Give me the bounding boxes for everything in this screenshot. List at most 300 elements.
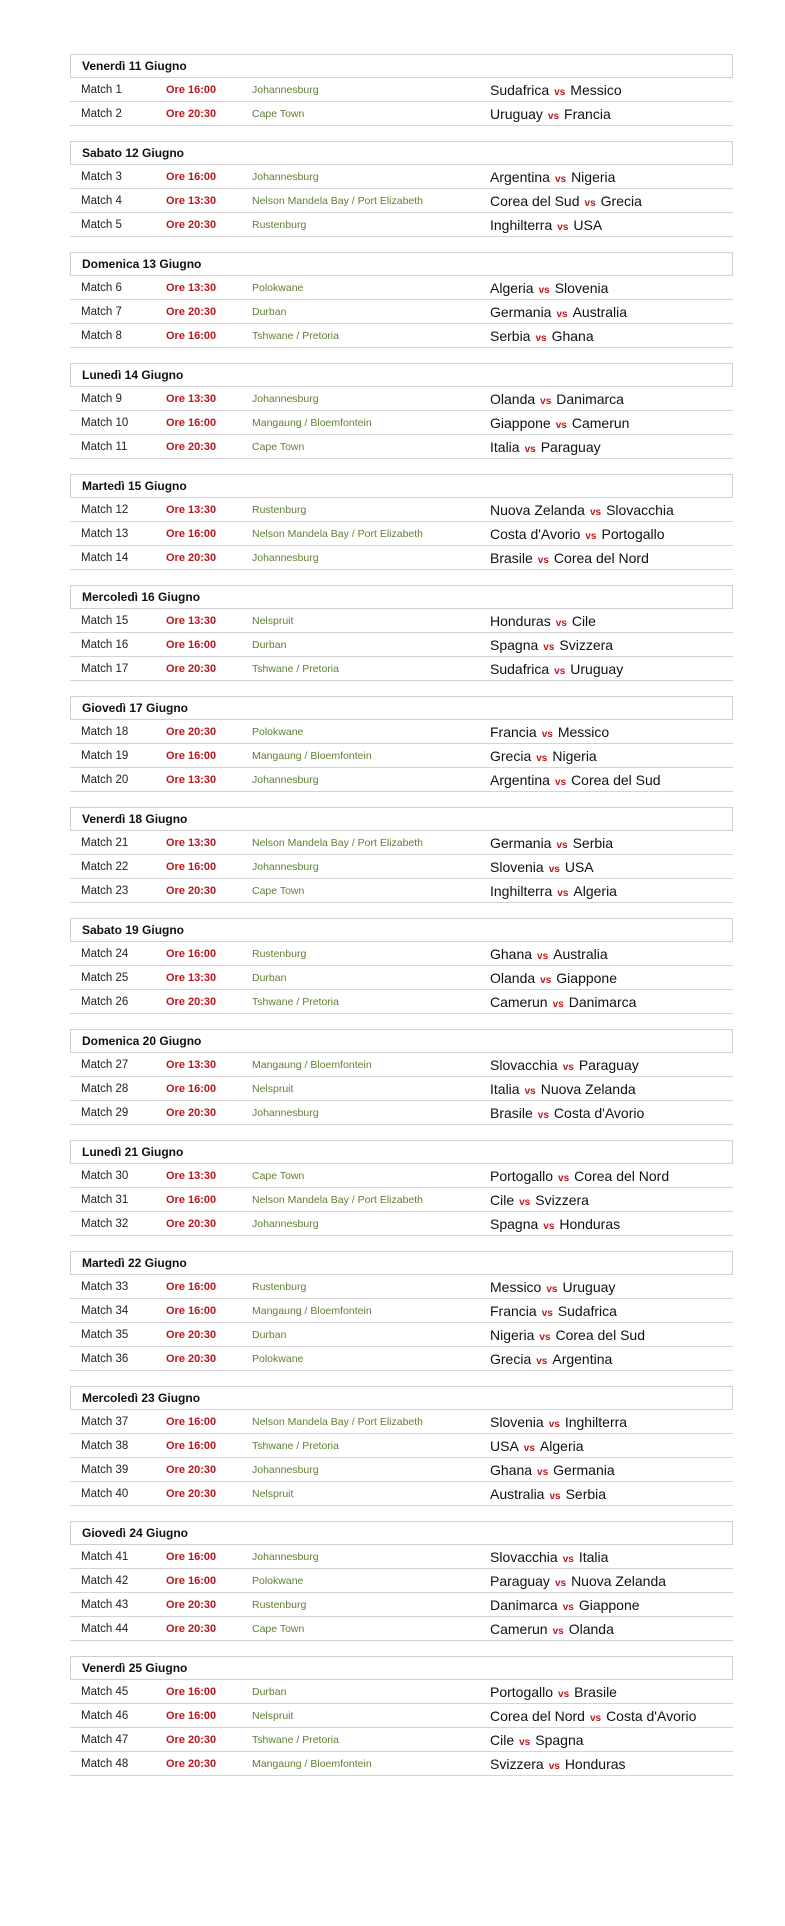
day-spacer [70, 1371, 733, 1386]
match-venue: Johannesburg [252, 1464, 319, 1476]
match-row [70, 1101, 733, 1125]
match-number: Match 46 [81, 1710, 129, 1722]
vs-label: vs [535, 333, 547, 344]
match-number: Match 3 [81, 171, 122, 183]
match-row [70, 1323, 733, 1347]
match-time: Ore 20:30 [166, 1218, 217, 1230]
day-block [70, 696, 733, 792]
vs-label: vs [546, 1284, 558, 1295]
day-block [70, 54, 733, 126]
home-team: Cile [490, 1192, 515, 1208]
home-team: Brasile [490, 550, 533, 566]
match-venue: Johannesburg [252, 552, 319, 564]
match-number: Match 39 [81, 1464, 129, 1476]
match-time: Ore 16:00 [166, 528, 217, 540]
match-time: Ore 13:30 [166, 282, 217, 294]
match-row [70, 744, 733, 768]
match-time: Ore 16:00 [166, 1416, 217, 1428]
away-team: Danimarca [568, 994, 637, 1010]
match-row [70, 324, 733, 348]
match-row [70, 78, 733, 102]
day-block [70, 807, 733, 903]
home-team: Corea del Sud [490, 193, 580, 209]
match-number: Match 7 [81, 306, 122, 318]
home-team: Ghana [490, 1462, 533, 1478]
match-time: Ore 20:30 [166, 885, 217, 897]
home-team: Argentina [490, 772, 550, 788]
match-teams [490, 1077, 636, 1104]
match-time: Ore 20:30 [166, 306, 217, 318]
match-number: Match 16 [81, 639, 129, 651]
day-block [70, 141, 733, 237]
home-team: Francia [490, 1303, 537, 1319]
away-team: Corea del Sud [555, 1327, 645, 1343]
match-row [70, 1704, 733, 1728]
home-team: Inghilterra [490, 883, 553, 899]
vs-label: vs [524, 444, 536, 455]
away-team: Olanda [568, 1621, 614, 1637]
away-team: Giappone [578, 1597, 640, 1613]
match-time: Ore 20:30 [166, 1353, 217, 1365]
match-teams [490, 189, 642, 216]
match-teams [490, 1617, 614, 1644]
vs-label: vs [556, 840, 568, 851]
match-time: Ore 16:00 [166, 84, 217, 96]
day-header: Mercoledì 23 Giugno [70, 1386, 733, 1410]
match-number: Match 32 [81, 1218, 129, 1230]
match-venue: Durban [252, 639, 287, 651]
home-team: Germania [490, 304, 552, 320]
match-number: Match 22 [81, 861, 129, 873]
match-number: Match 6 [81, 282, 122, 294]
match-time: Ore 16:00 [166, 171, 217, 183]
match-teams [490, 1101, 644, 1128]
day-block [70, 1140, 733, 1236]
day-header: Venerdì 11 Giugno [70, 54, 733, 78]
away-team: USA [573, 217, 603, 233]
match-row [70, 879, 733, 903]
home-team: Slovenia [490, 1414, 544, 1430]
day-block [70, 252, 733, 348]
vs-label: vs [557, 222, 569, 233]
vs-label: vs [555, 618, 567, 629]
match-teams [490, 522, 665, 549]
away-team: Portogallo [601, 526, 665, 542]
match-teams [490, 744, 597, 771]
away-team: Camerun [571, 415, 630, 431]
match-time: Ore 13:30 [166, 972, 217, 984]
home-team: Olanda [490, 391, 536, 407]
match-teams [490, 1545, 608, 1572]
match-time: Ore 13:30 [166, 1170, 217, 1182]
match-time: Ore 16:00 [166, 330, 217, 342]
match-time: Ore 16:00 [166, 1440, 217, 1452]
vs-label: vs [552, 1626, 564, 1637]
home-team: Honduras [490, 613, 551, 629]
match-number: Match 31 [81, 1194, 129, 1206]
home-team: USA [490, 1438, 519, 1454]
match-row [70, 633, 733, 657]
match-venue: Tshwane / Pretoria [252, 330, 339, 342]
match-row [70, 1077, 733, 1101]
match-venue: Polokwane [252, 1353, 304, 1365]
vs-label: vs [537, 1110, 549, 1121]
match-time: Ore 16:00 [166, 1551, 217, 1563]
match-teams [490, 657, 623, 684]
day-block [70, 474, 733, 570]
day-spacer [70, 126, 733, 141]
match-venue: Rustenburg [252, 219, 307, 231]
away-team: Cile [571, 613, 596, 629]
match-row [70, 831, 733, 855]
match-number: Match 26 [81, 996, 129, 1008]
away-team: Svizzera [535, 1192, 589, 1208]
vs-label: vs [589, 507, 602, 518]
day-block [70, 1656, 733, 1776]
match-time: Ore 16:00 [166, 861, 217, 873]
match-schedule [70, 54, 733, 1776]
day-spacer [70, 237, 733, 252]
away-team: Slovacchia [606, 502, 674, 518]
match-venue: Durban [252, 1686, 287, 1698]
match-venue: Durban [252, 1329, 287, 1341]
match-row [70, 609, 733, 633]
vs-label: vs [519, 1737, 531, 1748]
match-number: Match 35 [81, 1329, 129, 1341]
match-teams [490, 942, 608, 969]
match-time: Ore 16:00 [166, 1686, 217, 1698]
match-time: Ore 16:00 [166, 1575, 217, 1587]
day-header: Martedì 15 Giugno [70, 474, 733, 498]
vs-label: vs [537, 555, 549, 566]
match-venue: Nelspruit [252, 1488, 294, 1500]
match-venue: Nelson Mandela Bay / Port Elizabeth [252, 528, 424, 540]
match-row [70, 1569, 733, 1593]
match-row [70, 1680, 733, 1704]
home-team: Giappone [490, 415, 551, 431]
match-time: Ore 13:30 [166, 615, 217, 627]
away-team: Australia [553, 946, 608, 962]
home-team: Camerun [490, 1621, 548, 1637]
match-teams [490, 387, 624, 414]
match-number: Match 37 [81, 1416, 129, 1428]
match-venue: Tshwane / Pretoria [252, 996, 339, 1008]
match-venue: Polokwane [252, 1575, 304, 1587]
home-team: Danimarca [490, 1597, 558, 1613]
match-time: Ore 20:30 [166, 441, 217, 453]
match-time: Ore 20:30 [166, 1107, 217, 1119]
match-time: Ore 20:30 [166, 1329, 217, 1341]
away-team: Francia [564, 106, 611, 122]
vs-label: vs [548, 1419, 560, 1430]
home-team: Paraguay [490, 1573, 550, 1589]
day-header: Domenica 13 Giugno [70, 252, 733, 276]
match-number: Match 25 [81, 972, 129, 984]
match-venue: Rustenburg [252, 504, 307, 516]
match-venue: Nelson Mandela Bay / Port Elizabeth [252, 1194, 424, 1206]
match-number: Match 17 [81, 663, 129, 675]
vs-label: vs [557, 888, 569, 899]
match-venue: Rustenburg [252, 1281, 307, 1293]
away-team: Uruguay [562, 1279, 616, 1295]
away-team: Messico [557, 724, 610, 740]
match-time: Ore 20:30 [166, 1623, 217, 1635]
home-team: Italia [490, 439, 520, 455]
vs-label: vs [540, 396, 552, 407]
match-teams [490, 102, 611, 129]
match-teams [490, 324, 594, 351]
away-team: Messico [570, 82, 622, 98]
match-venue: Tshwane / Pretoria [252, 663, 339, 675]
match-time: Ore 16:00 [166, 639, 217, 651]
day-block [70, 363, 733, 459]
match-number: Match 24 [81, 948, 129, 960]
vs-label: vs [585, 531, 597, 542]
match-venue: Johannesburg [252, 84, 319, 96]
match-teams [490, 1164, 669, 1191]
away-team: Inghilterra [564, 1414, 628, 1430]
match-time: Ore 16:00 [166, 417, 217, 429]
match-number: Match 12 [81, 504, 129, 516]
match-teams [490, 165, 615, 192]
match-teams [490, 1188, 589, 1215]
home-team: Brasile [490, 1105, 533, 1121]
day-spacer [70, 459, 733, 474]
vs-label: vs [524, 1086, 536, 1097]
match-venue: Cape Town [252, 108, 305, 120]
match-row [70, 1434, 733, 1458]
match-number: Match 47 [81, 1734, 129, 1746]
home-team: Argentina [490, 169, 550, 185]
home-team: Corea del Nord [490, 1708, 585, 1724]
day-header: Martedì 22 Giugno [70, 1251, 733, 1275]
away-team: Corea del Sud [571, 772, 661, 788]
away-team: Corea del Nord [553, 550, 649, 566]
vs-label: vs [562, 1602, 574, 1613]
day-header: Mercoledì 16 Giugno [70, 585, 733, 609]
match-time: Ore 20:30 [166, 996, 217, 1008]
match-row [70, 720, 733, 744]
vs-label: vs [548, 1761, 560, 1772]
match-row [70, 1164, 733, 1188]
match-row [70, 1299, 733, 1323]
match-row [70, 165, 733, 189]
vs-label: vs [562, 1062, 574, 1073]
match-number: Match 13 [81, 528, 129, 540]
match-teams [490, 720, 609, 747]
match-row [70, 966, 733, 990]
vs-label: vs [558, 1173, 570, 1184]
match-number: Match 34 [81, 1305, 129, 1317]
match-row [70, 300, 733, 324]
day-spacer [70, 1236, 733, 1251]
day-header: Venerdì 18 Giugno [70, 807, 733, 831]
match-number: Match 21 [81, 837, 129, 849]
match-teams [490, 411, 629, 438]
match-teams [490, 879, 617, 906]
match-teams [490, 213, 602, 240]
match-row [70, 498, 733, 522]
day-header: Giovedì 17 Giugno [70, 696, 733, 720]
match-time: Ore 20:30 [166, 219, 217, 231]
match-row [70, 102, 733, 126]
match-time: Ore 20:30 [166, 1464, 217, 1476]
vs-label: vs [540, 975, 552, 986]
day-block [70, 1251, 733, 1371]
match-number: Match 11 [81, 441, 128, 453]
match-teams [490, 1053, 639, 1080]
match-teams [490, 1275, 615, 1302]
away-team: Giappone [556, 970, 617, 986]
match-number: Match 9 [81, 393, 122, 405]
match-time: Ore 16:00 [166, 1194, 217, 1206]
match-row [70, 657, 733, 681]
home-team: Serbia [490, 328, 531, 344]
match-venue: Cape Town [252, 441, 305, 453]
match-time: Ore 13:30 [166, 1059, 217, 1071]
home-team: Uruguay [490, 106, 543, 122]
away-team: Nigeria [552, 748, 597, 764]
day-header: Giovedì 24 Giugno [70, 1521, 733, 1545]
match-teams [490, 1347, 612, 1374]
match-time: Ore 20:30 [166, 1488, 217, 1500]
away-team: Slovenia [554, 280, 609, 296]
match-venue: Rustenburg [252, 948, 307, 960]
match-row [70, 1617, 733, 1641]
match-row [70, 855, 733, 879]
away-team: Corea del Nord [574, 1168, 670, 1184]
match-row [70, 1188, 733, 1212]
match-row [70, 1347, 733, 1371]
home-team: Portogallo [490, 1684, 554, 1700]
home-team: Costa d'Avorio [490, 526, 581, 542]
vs-label: vs [537, 951, 549, 962]
match-teams [490, 546, 649, 573]
match-number: Match 33 [81, 1281, 129, 1293]
match-number: Match 44 [81, 1623, 129, 1635]
vs-label: vs [538, 285, 550, 296]
match-venue: Tshwane / Pretoria [252, 1734, 339, 1746]
away-team: Svizzera [559, 637, 614, 653]
match-time: Ore 13:30 [166, 195, 217, 207]
match-row [70, 768, 733, 792]
day-block [70, 1521, 733, 1641]
vs-label: vs [558, 1689, 570, 1700]
vs-label: vs [554, 87, 566, 98]
away-team: Nuova Zelanda [571, 1573, 667, 1589]
away-team: Serbia [565, 1486, 607, 1502]
match-teams [490, 1569, 666, 1596]
day-block [70, 1386, 733, 1506]
away-team: Serbia [572, 835, 614, 851]
home-team: Ghana [490, 946, 533, 962]
away-team: USA [564, 859, 594, 875]
away-team: Ghana [551, 328, 594, 344]
day-spacer [70, 1641, 733, 1656]
match-time: Ore 13:30 [166, 393, 217, 405]
match-number: Match 40 [81, 1488, 129, 1500]
match-time: Ore 16:00 [166, 1281, 217, 1293]
match-row [70, 411, 733, 435]
away-team: Spagna [535, 1732, 584, 1748]
match-number: Match 18 [81, 726, 129, 738]
match-number: Match 15 [81, 615, 129, 627]
vs-label: vs [541, 729, 553, 740]
match-row [70, 990, 733, 1014]
home-team: Slovenia [490, 859, 544, 875]
match-row [70, 546, 733, 570]
match-number: Match 8 [81, 330, 122, 342]
home-team: Inghilterra [490, 217, 553, 233]
match-venue: Johannesburg [252, 171, 319, 183]
home-team: Algeria [490, 280, 534, 296]
vs-label: vs [554, 174, 567, 185]
match-teams [490, 1434, 584, 1461]
match-teams [490, 1410, 627, 1437]
vs-label: vs [519, 1197, 531, 1208]
day-header: Lunedì 21 Giugno [70, 1140, 733, 1164]
vs-label: vs [548, 864, 560, 875]
vs-label: vs [539, 1332, 551, 1343]
match-row [70, 1458, 733, 1482]
match-teams [490, 768, 661, 795]
home-team: Spagna [490, 1216, 539, 1232]
match-number: Match 28 [81, 1083, 129, 1095]
match-venue: Johannesburg [252, 1107, 319, 1119]
match-venue: Cape Town [252, 1170, 305, 1182]
day-header: Sabato 12 Giugno [70, 141, 733, 165]
vs-label: vs [523, 1443, 535, 1454]
match-teams [490, 1458, 615, 1485]
match-venue: Nelson Mandela Bay / Port Elizabeth [252, 837, 424, 849]
match-teams [490, 498, 674, 525]
match-venue: Rustenburg [252, 1599, 307, 1611]
match-number: Match 1 [81, 84, 122, 96]
match-venue: Nelson Mandela Bay / Port Elizabeth [252, 195, 424, 207]
match-row [70, 522, 733, 546]
match-teams [490, 435, 601, 462]
match-number: Match 23 [81, 885, 129, 897]
match-row [70, 1275, 733, 1299]
home-team: Grecia [490, 1351, 532, 1367]
match-venue: Nelspruit [252, 1710, 294, 1722]
home-team: Camerun [490, 994, 548, 1010]
vs-label: vs [554, 777, 567, 788]
home-team: Grecia [490, 748, 532, 764]
match-number: Match 14 [81, 552, 129, 564]
match-row [70, 1410, 733, 1434]
match-row [70, 435, 733, 459]
match-teams [490, 1704, 696, 1731]
away-team: Italia [578, 1549, 609, 1565]
match-row [70, 942, 733, 966]
vs-label: vs [589, 1713, 602, 1724]
vs-label: vs [584, 198, 596, 209]
home-team: Francia [490, 724, 537, 740]
match-row [70, 1212, 733, 1236]
match-teams [490, 855, 594, 882]
match-venue: Nelson Mandela Bay / Port Elizabeth [252, 1416, 424, 1428]
match-row [70, 1482, 733, 1506]
match-row [70, 276, 733, 300]
away-team: Argentina [552, 1351, 613, 1367]
home-team: Slovacchia [490, 1057, 558, 1073]
match-number: Match 30 [81, 1170, 129, 1182]
away-team: Honduras [564, 1756, 626, 1772]
match-row [70, 213, 733, 237]
away-team: Honduras [559, 1216, 621, 1232]
match-row [70, 1593, 733, 1617]
